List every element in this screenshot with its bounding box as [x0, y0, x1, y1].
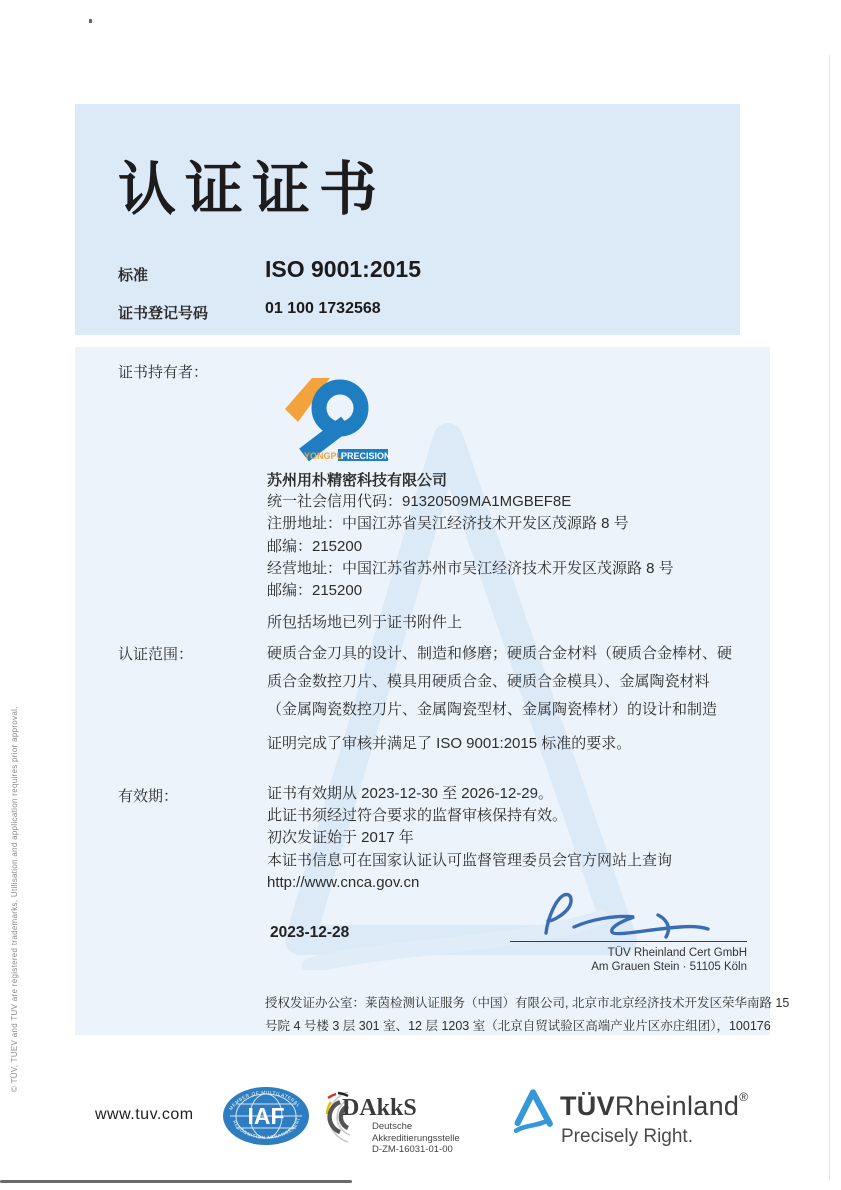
issuer-address: Am Grauen Stein · 51105 Köln	[591, 960, 747, 973]
company-info-line: 经营地址：中国江苏省苏州市吴江经济技术开发区茂源路 8 号	[267, 559, 674, 577]
scan-speck	[89, 19, 92, 23]
company-info-line: 注册地址：中国江苏省吴江经济技术开发区茂源路 8 号	[267, 515, 629, 533]
website-text: www.tuv.com	[95, 1106, 194, 1119]
standard-label: 标准	[118, 267, 149, 284]
issue-date: 2023-12-28	[270, 924, 350, 941]
scope-label: 认证范围：	[118, 646, 194, 663]
iaf-arc-top-text: MEMBER OF MULTILATERAL	[228, 1089, 302, 1112]
issuer-name: TÜV Rheinland Cert GmbH	[607, 947, 747, 959]
signature-line	[510, 941, 747, 942]
scope-block	[267, 640, 737, 724]
validity-block	[267, 783, 672, 894]
issuer-block	[375, 947, 747, 974]
issuing-office-line: 号院 4 号楼 3 层 301 室、12 层 1203 室（北京自贸试验区高端产业片区亦庄组团），100176	[265, 1018, 771, 1033]
body-band	[75, 347, 790, 1035]
issuing-office-line: 授权发证办公室：莱茵检测认证服务（中国）有限公司, 北京市北京经济技术开发区荣华南路 15	[265, 996, 790, 1010]
dakks-subtext-line: D-ZM-16031-01-00	[372, 1144, 453, 1155]
dakks-subtext	[372, 1121, 460, 1156]
validity-line: 本证书信息可在国家认证认可监督管理委员会官方网站上查询	[267, 851, 673, 869]
company-name: 苏州用朴精密科技有限公司	[267, 472, 448, 489]
cert-number-value: 01 100 1732568	[265, 300, 381, 317]
scope-line: （金属陶瓷数控刀片、金属陶瓷型材、金属陶瓷棒材）的设计和制造	[267, 701, 718, 718]
cert-number-label: 证书登记号码	[118, 305, 209, 322]
certificate-title: 认证证书	[118, 157, 387, 222]
yongpu-logo-icon	[278, 375, 396, 467]
scope-line: 质合金数控刀片、模具用硬质合金、硬质合金模具）、金属陶瓷材料	[267, 673, 710, 690]
standard-value: ISO 9001:2015	[265, 256, 422, 282]
company-info-line: 邮编：215200	[267, 537, 363, 555]
company-info-line: 统一社会信用代码：91320509MA1MGBEF8E	[267, 493, 572, 510]
iaf-arc-bottom-text: RECOGNITION ARRANGEMENT	[231, 1116, 301, 1141]
vertical-copyright-text: © TÜV, TUEV and TUV are registered trademarks, Utilisation and application requires prior approval.	[10, 706, 19, 1092]
validity-line: 初次发证始于 2017 年	[267, 829, 414, 847]
header-band	[75, 104, 740, 335]
iaf-logo-icon	[222, 1086, 310, 1146]
scope-line: 硬质合金刀具的设计、制造和修磨；硬质合金材料（硬质合金棒材、硬	[267, 645, 733, 662]
page-edge-line	[829, 55, 830, 1180]
logo-text-yongpu: YONGPU	[304, 451, 344, 461]
bottom-edge-line	[0, 1180, 352, 1183]
dakks-subtext-line: Deutsche	[372, 1121, 413, 1132]
tuv-bold-text: TÜV	[560, 1091, 615, 1121]
company-info-line: 邮编：215200	[267, 582, 363, 600]
validity-label: 有效期：	[118, 788, 179, 805]
iaf-text: IAF	[247, 1103, 285, 1129]
tuv-tagline: Precisely Right.	[561, 1126, 693, 1147]
dakks-wordmark: DAkkS	[342, 1095, 417, 1121]
certificate-holder-label: 证书持有者：	[118, 364, 209, 381]
issuing-office-note	[265, 992, 810, 1037]
validity-line: 此证书须经过符合要求的监督审核保持有效。	[267, 807, 568, 825]
dakks-subtext-line: Akkreditierungsstelle	[372, 1132, 460, 1144]
tuv-rheinland-wordmark	[560, 1090, 748, 1122]
registered-mark: ®	[739, 1090, 749, 1104]
tuv-regular-text: Rheinland	[614, 1091, 740, 1121]
signature-icon	[530, 887, 720, 945]
validity-line: 证书有效期从 2023-12-30 至 2026-12-29。	[267, 785, 553, 802]
audit-statement: 证明完成了审核并满足了 ISO 9001:2015 标准的要求。	[267, 735, 632, 752]
tuv-triangle-icon	[510, 1085, 556, 1135]
logo-text-precision: PRECISION	[341, 451, 391, 461]
validity-line: http://www.cnca.gov.cn	[267, 873, 420, 891]
company-info-block	[267, 491, 674, 602]
sites-note: 所包括场地已列于证书附件上	[267, 614, 463, 631]
